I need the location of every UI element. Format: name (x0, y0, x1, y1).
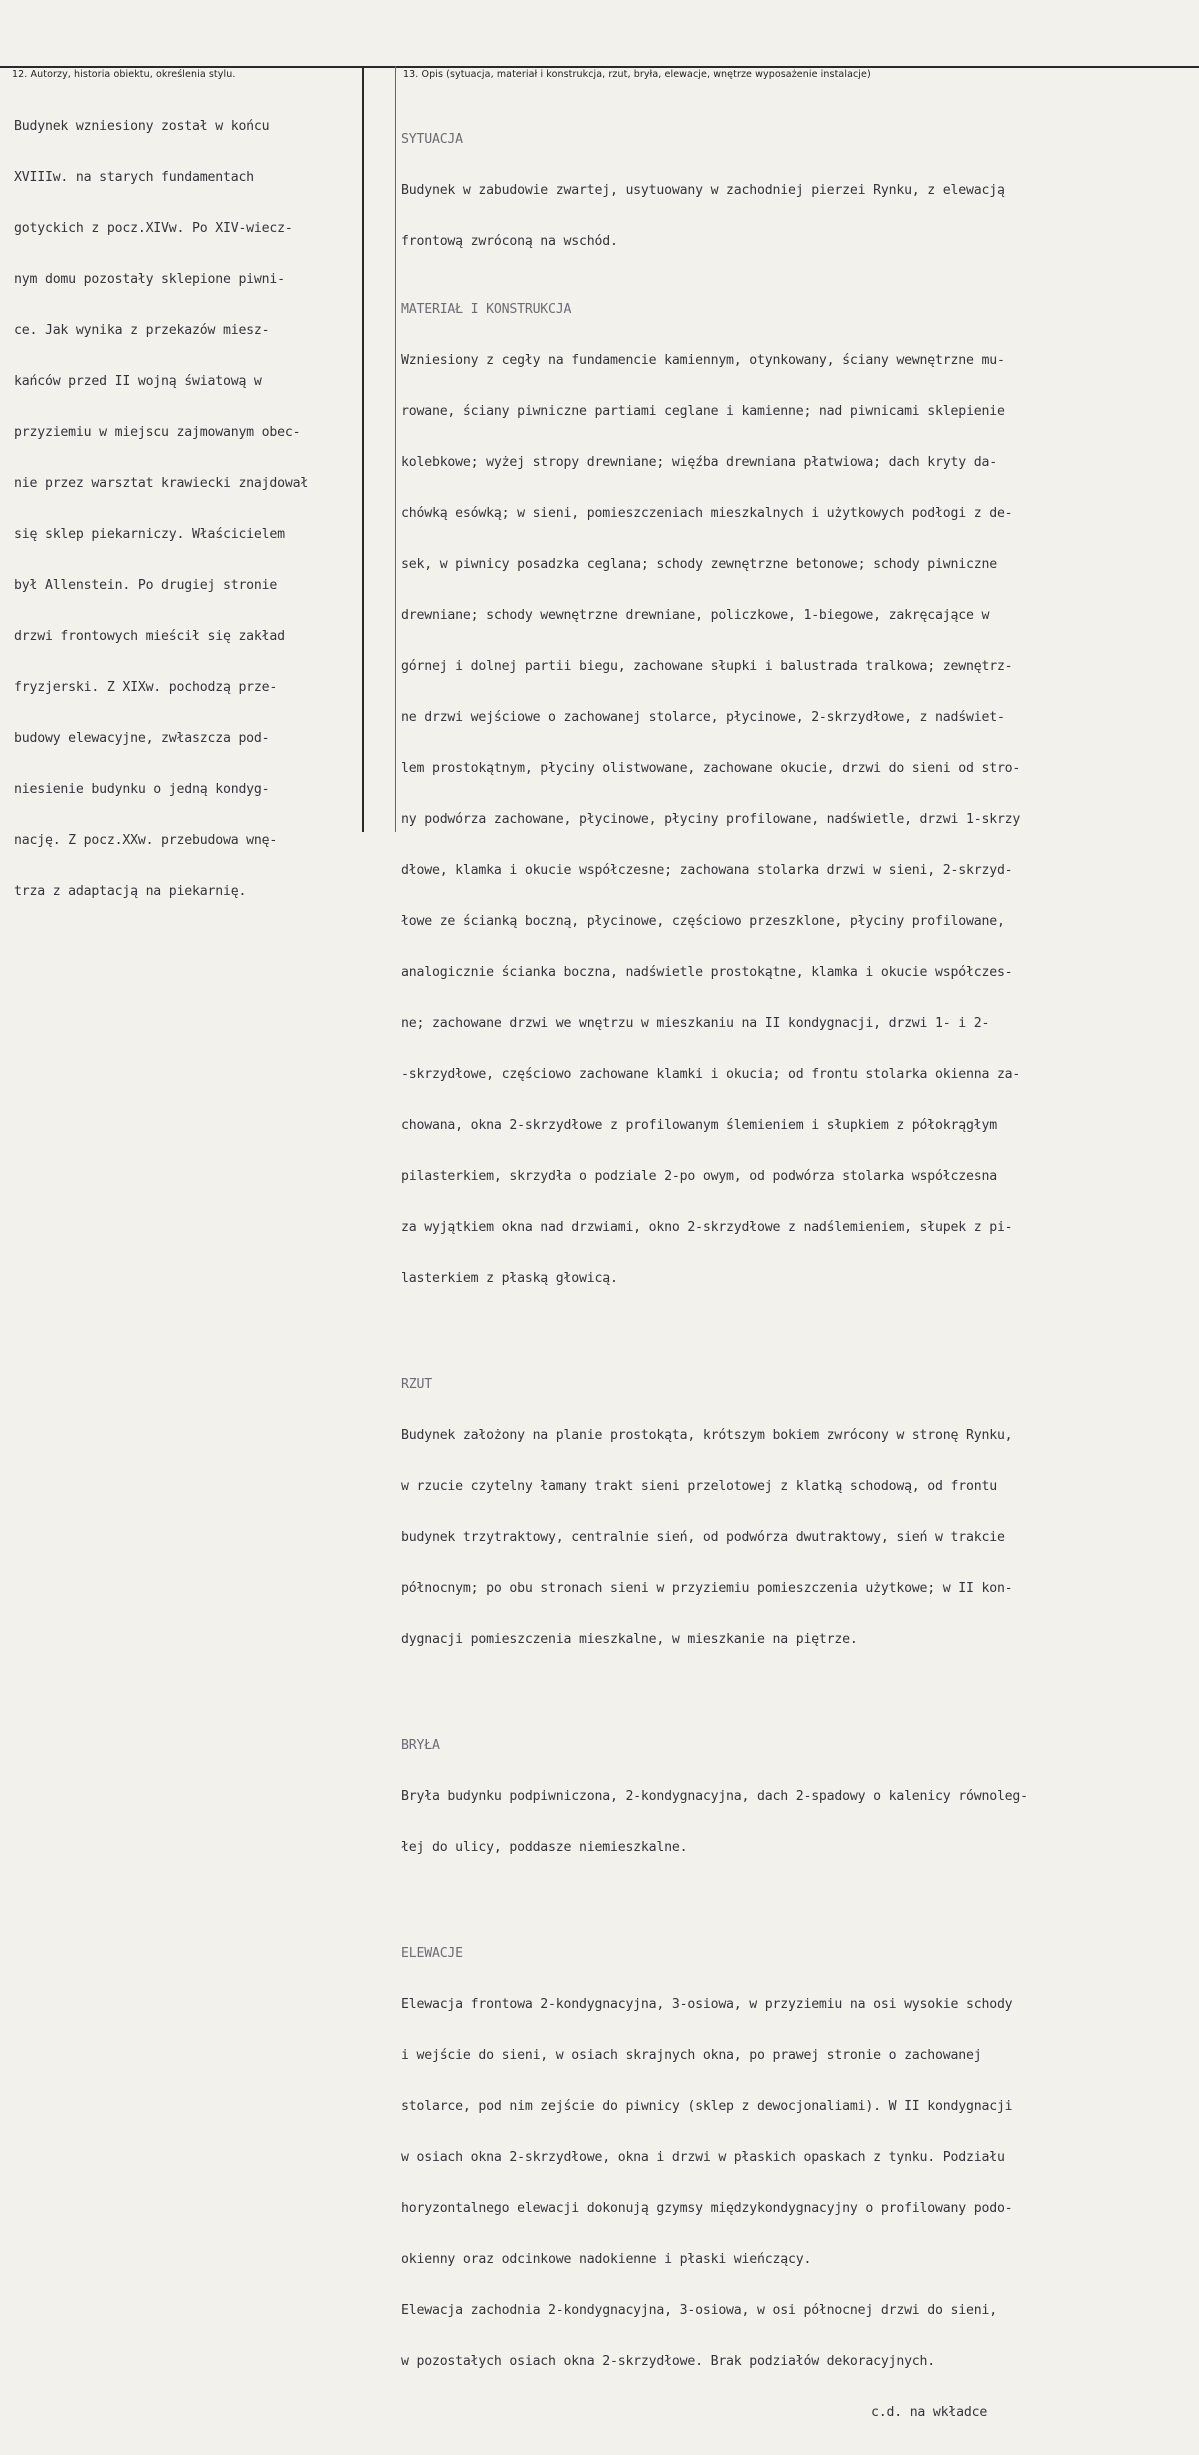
description-line: Elewacja zachodnia 2-kondygnacyjna, 3-osiowa, w osi północnej drzwi do sieni, (401, 2303, 997, 2318)
history-text (14, 84, 308, 934)
description-line: w rzucie czytelny łamany trakt sieni przelotowej z klatką schodową, od frontu (401, 1479, 997, 1494)
description-line: Bryła budynku podpiwniczona, 2-kondygnacyjna, dach 2-spadowy o kalenicy równoleg- (401, 1789, 1028, 1804)
description-line: i wejście do sieni, w osiach skrajnych okna, po prawej stronie o zachowanej (401, 2048, 982, 2063)
right-column-heading: 13. Opis (sytuacja, materiał i konstrukcja, rzut, bryła, elewacje, wnętrze wyposażenie instalacje) (403, 69, 871, 80)
description-line: w osiach okna 2-skrzydłowe, okna i drzwi w płaskich opaskach z tynku. Podziału (401, 2150, 1005, 2165)
description-line: pilasterkiem, skrzydła o podziale 2-po owym, od podwórza stolarka współczesna (401, 1169, 997, 1184)
history-line: trza z adaptacją na piekarnię. (14, 884, 247, 899)
description-line: górnej i dolnej partii biegu, zachowane słupki i balustrada tralkowa; zewnętrz- (401, 659, 1013, 674)
section-title-material: MATERIAŁ I KONSTRUKCJA (401, 302, 572, 317)
left-column-heading: 12. Autorzy, historia obiektu, określenia stylu. (12, 69, 236, 80)
column-divider (362, 66, 364, 832)
column-divider-inner (395, 66, 396, 832)
description-line: analogicznie ścianka boczna, nadświetle prostokątne, klamka i okucie współczes- (401, 965, 1013, 980)
section-gap (401, 1321, 1028, 1325)
section-title-sytuacja: SYTUACJA (401, 132, 463, 147)
description-line: Budynek w zabudowie zwartej, usytuowany w zachodniej pierzei Rynku, z elewacją (401, 183, 1005, 198)
description-line: stolarce, pod nim zejście do piwnicy (sklep z dewocjonaliami). W II kondygnacji (401, 2099, 1013, 2114)
section-title-bryla: BRYŁA (401, 1738, 440, 1753)
section-title-elewacje: ELEWACJE (401, 1946, 463, 1961)
description-line: dygnacji pomieszczenia mieszkalne, w mieszkanie na piętrze. (401, 1632, 858, 1647)
history-line: fryzjerski. Z XIXw. pochodzą prze- (14, 680, 278, 695)
description-line: chówką esówką; w sieni, pomieszczeniach mieszkalnych i użytkowych podłogi z de- (401, 506, 1013, 521)
description-line: lasterkiem z płaską głowicą. (401, 1271, 618, 1286)
description-line: budynek trzytraktowy, centralnie sień, od podwórza dwutraktowy, sień w trakcie (401, 1530, 1005, 1545)
description-line: Wzniesiony z cegły na fundamencie kamiennym, otynkowany, ściany wewnętrzne mu- (401, 353, 1005, 368)
description-line: łej do ulicy, poddasze niemieszkalne. (401, 1840, 688, 1855)
top-border-line (0, 66, 1199, 68)
history-line: XVIIIw. na starych fundamentach (14, 170, 254, 185)
description-line: okienny oraz odcinkowe nadokienne i płaski wieńczący. (401, 2252, 812, 2267)
history-line: przyziemiu w miejscu zajmowanym obec- (14, 425, 301, 440)
history-line: był Allenstein. Po drugiej stronie (14, 578, 278, 593)
description-line: rowane, ściany piwniczne partiami ceglane i kamienne; nad piwnicami sklepienie (401, 404, 1005, 419)
description-line: ne; zachowane drzwi we wnętrzu w mieszkaniu na II kondygnacji, drzwi 1- i 2- (401, 1016, 990, 1031)
history-line: budowy elewacyjne, zwłaszcza pod- (14, 731, 270, 746)
description-line: łowe ze ścianką boczną, płycinowe, częściowo przeszklone, płyciny profilowane, (401, 914, 1005, 929)
description-line: chowana, okna 2-skrzydłowe z profilowanym ślemieniem i słupkiem z półokrągłym (401, 1118, 997, 1133)
history-line: kańców przed II wojną światową w (14, 374, 262, 389)
description-line: lem prostokątnym, płyciny olistwowane, zachowane okucie, drzwi do sieni od stro- (401, 761, 1021, 776)
description-line: ne drzwi wejściowe o zachowanej stolarce, płycinowe, 2-skrzydłowe, z nadświet- (401, 710, 1005, 725)
history-line: Budynek wzniesiony został w końcu (14, 119, 270, 134)
description-line: horyzontalnego elewacji dokonują gzymsy międzykondygnacyjny o profilowany podo- (401, 2201, 1013, 2216)
description-line: -skrzydłowe, częściowo zachowane klamki i okucia; od frontu stolarka okienna za- (401, 1067, 1021, 1082)
description-line: sek, w piwnicy posadzka ceglana; schody zewnętrzne betonowe; schody piwniczne (401, 557, 997, 572)
description-line: północnym; po obu stronach sieni w przyziemiu pomieszczenia użytkowe; w II kon- (401, 1581, 1013, 1596)
description-line: Budynek założony na planie prostokąta, krótszym bokiem zwrócony w stronę Rynku, (401, 1428, 1013, 1443)
description-line: za wyjątkiem okna nad drzwiami, okno 2-skrzydłowe z nadślemieniem, słupek z pi- (401, 1220, 1013, 1235)
history-line: nym domu pozostały sklepione piwni- (14, 272, 285, 287)
description-line: frontową zwróconą na wschód. (401, 234, 618, 249)
history-line: się sklep piekarniczy. Właścicielem (14, 527, 285, 542)
history-line: nację. Z pocz.XXw. przebudowa wnę- (14, 833, 278, 848)
description-line: kolebkowe; wyżej stropy drewniane; więźba drewniana płatwiowa; dach kryty da- (401, 455, 997, 470)
history-line: drzwi frontowych mieścił się zakład (14, 629, 285, 644)
description-line: w pozostałych osiach okna 2-skrzydłowe. Brak podziałów dekoracyjnych. (401, 2354, 936, 2369)
history-line: niesienie budynku o jedną kondyg- (14, 782, 270, 797)
history-line: ce. Jak wynika z przekazów miesz- (14, 323, 270, 338)
description-line: ny podwórza zachowane, płycinowe, płyciny profilowane, nadświetle, drzwi 1-skrzy (401, 812, 1021, 827)
history-line: nie przez warsztat krawiecki znajdował (14, 476, 309, 491)
description-line: dłowe, klamka i okucie współczesne; zachowana stolarka drzwi w sieni, 2-skrzyd- (401, 863, 1013, 878)
section-title-rzut: RZUT (401, 1377, 432, 1392)
section-gap (401, 1890, 1028, 1894)
description-line: Elewacja frontowa 2-kondygnacyjna, 3-osiowa, w przyziemiu na osi wysokie schody (401, 1997, 1013, 2012)
description-text (401, 80, 1028, 2455)
description-line: drewniane; schody wewnętrzne drewniane, policzkowe, 1-biegowe, zakręcające w (401, 608, 990, 623)
history-line: gotyckich z pocz.XIVw. Po XIV-wiecz- (14, 221, 293, 236)
continuation-note: c.d. na wkładce (871, 2405, 988, 2420)
section-gap (401, 1682, 1028, 1686)
